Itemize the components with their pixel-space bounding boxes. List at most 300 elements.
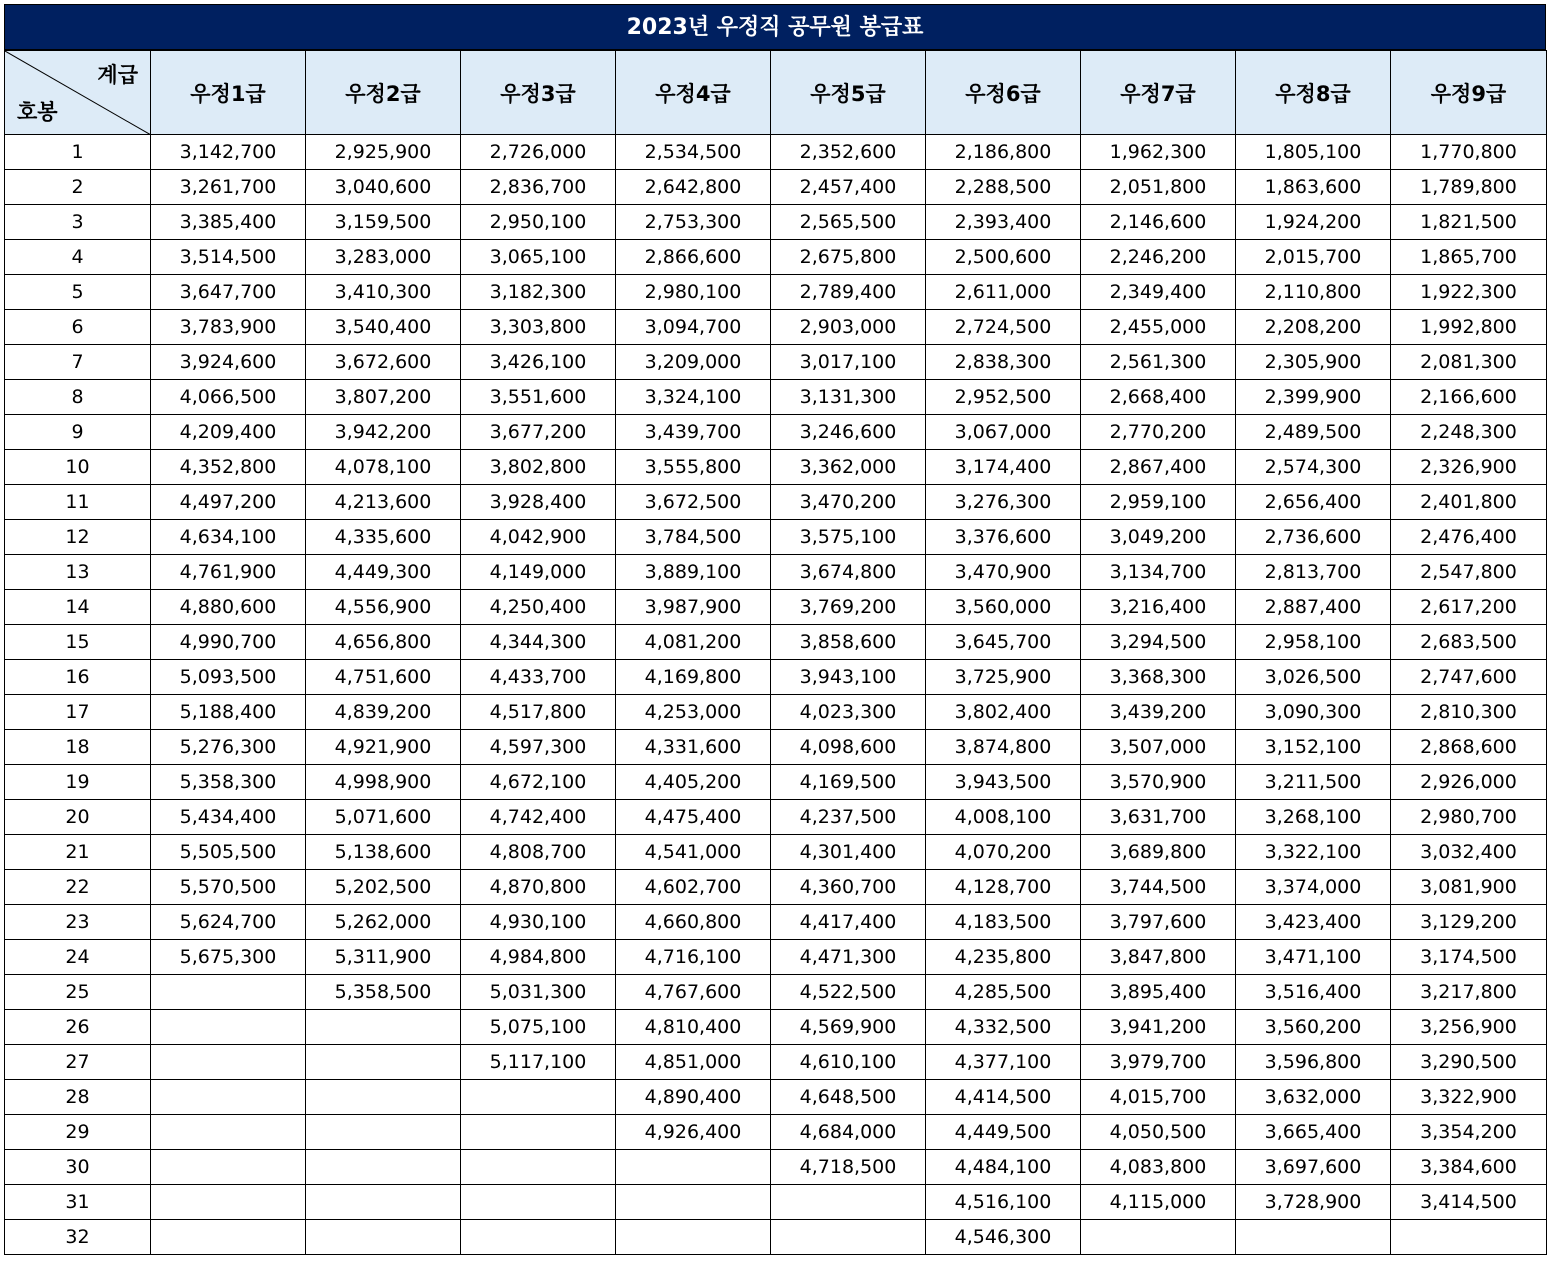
step-cell: 1 xyxy=(5,135,151,170)
salary-cell: 4,656,800 xyxy=(306,625,461,660)
salary-cell: 4,250,400 xyxy=(461,590,616,625)
salary-cell: 3,943,500 xyxy=(926,765,1081,800)
salary-cell: 4,183,500 xyxy=(926,905,1081,940)
salary-cell: 3,290,500 xyxy=(1391,1045,1547,1080)
salary-cell: 4,522,500 xyxy=(771,975,926,1010)
salary-cell: 2,656,400 xyxy=(1236,485,1391,520)
salary-cell: 2,952,500 xyxy=(926,380,1081,415)
table-row xyxy=(5,590,1547,625)
salary-cell xyxy=(151,1185,306,1220)
salary-cell xyxy=(461,1080,616,1115)
salary-cell: 3,067,000 xyxy=(926,415,1081,450)
salary-cell: 3,943,100 xyxy=(771,660,926,695)
salary-cell: 2,959,100 xyxy=(1081,485,1236,520)
header-row xyxy=(5,51,1547,135)
salary-cell: 3,895,400 xyxy=(1081,975,1236,1010)
salary-cell: 3,049,200 xyxy=(1081,520,1236,555)
step-cell: 15 xyxy=(5,625,151,660)
salary-cell: 4,930,100 xyxy=(461,905,616,940)
salary-cell: 2,248,300 xyxy=(1391,415,1547,450)
salary-cell: 2,110,800 xyxy=(1236,275,1391,310)
salary-cell: 2,534,500 xyxy=(616,135,771,170)
salary-cell: 2,547,800 xyxy=(1391,555,1547,590)
salary-cell: 5,505,500 xyxy=(151,835,306,870)
salary-cell: 3,322,900 xyxy=(1391,1080,1547,1115)
salary-cell: 2,399,900 xyxy=(1236,380,1391,415)
salary-cell: 4,344,300 xyxy=(461,625,616,660)
table-row xyxy=(5,205,1547,240)
salary-cell: 2,186,800 xyxy=(926,135,1081,170)
salary-cell: 5,358,500 xyxy=(306,975,461,1010)
salary-cell: 4,377,100 xyxy=(926,1045,1081,1080)
salary-cell: 4,015,700 xyxy=(1081,1080,1236,1115)
salary-cell: 4,990,700 xyxy=(151,625,306,660)
salary-cell: 4,301,400 xyxy=(771,835,926,870)
salary-cell: 4,660,800 xyxy=(616,905,771,940)
salary-cell: 4,634,100 xyxy=(151,520,306,555)
table-row xyxy=(5,170,1547,205)
salary-cell: 1,992,800 xyxy=(1391,310,1547,345)
salary-cell xyxy=(151,1010,306,1045)
salary-cell: 4,475,400 xyxy=(616,800,771,835)
salary-cell: 3,471,100 xyxy=(1236,940,1391,975)
salary-cell: 4,497,200 xyxy=(151,485,306,520)
table-row xyxy=(5,520,1547,555)
salary-cell: 2,868,600 xyxy=(1391,730,1547,765)
salary-cell: 3,032,400 xyxy=(1391,835,1547,870)
salary-cell xyxy=(151,1080,306,1115)
salary-cell: 3,928,400 xyxy=(461,485,616,520)
salary-cell: 3,094,700 xyxy=(616,310,771,345)
salary-cell: 4,405,200 xyxy=(616,765,771,800)
salary-cell: 3,987,900 xyxy=(616,590,771,625)
step-cell: 8 xyxy=(5,380,151,415)
salary-cell: 3,672,600 xyxy=(306,345,461,380)
salary-cell: 3,283,000 xyxy=(306,240,461,275)
salary-cell: 2,668,400 xyxy=(1081,380,1236,415)
salary-cell: 3,728,900 xyxy=(1236,1185,1391,1220)
salary-cell: 5,276,300 xyxy=(151,730,306,765)
salary-cell: 4,602,700 xyxy=(616,870,771,905)
salary-cell: 4,449,300 xyxy=(306,555,461,590)
salary-cell: 3,131,300 xyxy=(771,380,926,415)
salary-cell: 5,202,500 xyxy=(306,870,461,905)
salary-cell: 2,305,900 xyxy=(1236,345,1391,380)
grade-header-8: 우정8급 xyxy=(1236,51,1391,135)
table-row xyxy=(5,660,1547,695)
salary-cell xyxy=(1391,1220,1547,1255)
table-row xyxy=(5,1010,1547,1045)
salary-cell: 3,384,600 xyxy=(1391,1150,1547,1185)
salary-cell xyxy=(306,1150,461,1185)
salary-cell: 4,352,800 xyxy=(151,450,306,485)
salary-cell xyxy=(306,1010,461,1045)
salary-cell: 4,414,500 xyxy=(926,1080,1081,1115)
table-row xyxy=(5,415,1547,450)
salary-cell: 4,546,300 xyxy=(926,1220,1081,1255)
salary-cell: 1,924,200 xyxy=(1236,205,1391,240)
salary-cell: 5,358,300 xyxy=(151,765,306,800)
salary-cell: 1,865,700 xyxy=(1391,240,1547,275)
table-row xyxy=(5,1220,1547,1255)
salary-cell: 2,288,500 xyxy=(926,170,1081,205)
salary-cell xyxy=(461,1220,616,1255)
step-cell: 12 xyxy=(5,520,151,555)
salary-cell: 3,385,400 xyxy=(151,205,306,240)
salary-cell: 4,541,000 xyxy=(616,835,771,870)
step-cell: 18 xyxy=(5,730,151,765)
salary-cell: 2,980,700 xyxy=(1391,800,1547,835)
salary-cell: 5,117,100 xyxy=(461,1045,616,1080)
salary-cell: 3,665,400 xyxy=(1236,1115,1391,1150)
salary-cell: 3,439,700 xyxy=(616,415,771,450)
table-row xyxy=(5,905,1547,940)
salary-cell: 3,439,200 xyxy=(1081,695,1236,730)
salary-cell: 2,950,100 xyxy=(461,205,616,240)
salary-cell: 4,078,100 xyxy=(306,450,461,485)
salary-cell: 3,560,000 xyxy=(926,590,1081,625)
salary-cell: 4,417,400 xyxy=(771,905,926,940)
salary-cell: 5,262,000 xyxy=(306,905,461,940)
salary-cell: 2,574,300 xyxy=(1236,450,1391,485)
grade-axis-label: 계급 xyxy=(97,63,138,87)
step-cell: 32 xyxy=(5,1220,151,1255)
salary-cell: 3,324,100 xyxy=(616,380,771,415)
salary-cell: 4,998,900 xyxy=(306,765,461,800)
salary-cell: 1,805,100 xyxy=(1236,135,1391,170)
salary-cell: 4,335,600 xyxy=(306,520,461,555)
salary-cell xyxy=(306,1080,461,1115)
salary-cell xyxy=(616,1220,771,1255)
salary-table xyxy=(4,50,1547,1255)
salary-cell: 3,174,400 xyxy=(926,450,1081,485)
salary-cell: 5,570,500 xyxy=(151,870,306,905)
salary-cell: 3,674,800 xyxy=(771,555,926,590)
step-cell: 28 xyxy=(5,1080,151,1115)
salary-cell: 4,516,100 xyxy=(926,1185,1081,1220)
salary-cell: 5,188,400 xyxy=(151,695,306,730)
salary-cell: 4,761,900 xyxy=(151,555,306,590)
table-row xyxy=(5,940,1547,975)
salary-cell: 3,470,900 xyxy=(926,555,1081,590)
step-cell: 29 xyxy=(5,1115,151,1150)
salary-cell: 3,152,100 xyxy=(1236,730,1391,765)
salary-cell: 1,789,800 xyxy=(1391,170,1547,205)
salary-cell: 3,555,800 xyxy=(616,450,771,485)
salary-cell: 4,672,100 xyxy=(461,765,616,800)
table-row xyxy=(5,275,1547,310)
salary-cell: 2,675,800 xyxy=(771,240,926,275)
salary-cell: 4,742,400 xyxy=(461,800,616,835)
salary-cell: 4,471,300 xyxy=(771,940,926,975)
salary-cell: 2,393,400 xyxy=(926,205,1081,240)
salary-cell: 2,867,400 xyxy=(1081,450,1236,485)
salary-cell: 2,208,200 xyxy=(1236,310,1391,345)
salary-cell: 2,489,500 xyxy=(1236,415,1391,450)
salary-cell: 3,540,400 xyxy=(306,310,461,345)
salary-cell: 4,237,500 xyxy=(771,800,926,835)
salary-cell: 3,134,700 xyxy=(1081,555,1236,590)
step-cell: 2 xyxy=(5,170,151,205)
salary-cell: 3,889,100 xyxy=(616,555,771,590)
step-cell: 10 xyxy=(5,450,151,485)
salary-cell: 3,423,400 xyxy=(1236,905,1391,940)
step-cell: 22 xyxy=(5,870,151,905)
step-cell: 9 xyxy=(5,415,151,450)
table-row xyxy=(5,730,1547,765)
table-row xyxy=(5,380,1547,415)
salary-cell xyxy=(616,1150,771,1185)
salary-cell: 2,246,200 xyxy=(1081,240,1236,275)
salary-cell: 3,374,000 xyxy=(1236,870,1391,905)
salary-cell: 3,784,500 xyxy=(616,520,771,555)
salary-cell: 2,349,400 xyxy=(1081,275,1236,310)
salary-cell xyxy=(306,1220,461,1255)
salary-cell: 2,352,600 xyxy=(771,135,926,170)
salary-cell: 3,632,000 xyxy=(1236,1080,1391,1115)
table-row xyxy=(5,870,1547,905)
salary-cell: 4,449,500 xyxy=(926,1115,1081,1150)
table-row xyxy=(5,835,1547,870)
salary-cell: 3,294,500 xyxy=(1081,625,1236,660)
salary-cell: 2,476,400 xyxy=(1391,520,1547,555)
grade-header-9: 우정9급 xyxy=(1391,51,1547,135)
step-cell: 26 xyxy=(5,1010,151,1045)
salary-cell xyxy=(151,1115,306,1150)
grade-header-5: 우정5급 xyxy=(771,51,926,135)
salary-cell: 4,066,500 xyxy=(151,380,306,415)
salary-cell: 3,677,200 xyxy=(461,415,616,450)
salary-cell: 3,470,200 xyxy=(771,485,926,520)
salary-cell: 2,401,800 xyxy=(1391,485,1547,520)
salary-cell: 3,026,500 xyxy=(1236,660,1391,695)
table-row xyxy=(5,1045,1547,1080)
step-axis-label: 호봉 xyxy=(17,100,58,124)
salary-cell: 4,556,900 xyxy=(306,590,461,625)
salary-cell: 2,617,200 xyxy=(1391,590,1547,625)
salary-cell: 3,942,200 xyxy=(306,415,461,450)
salary-cell: 4,169,500 xyxy=(771,765,926,800)
grade-header-6: 우정6급 xyxy=(926,51,1081,135)
salary-cell: 3,303,800 xyxy=(461,310,616,345)
salary-cell: 2,926,000 xyxy=(1391,765,1547,800)
salary-cell: 5,031,300 xyxy=(461,975,616,1010)
salary-cell: 4,360,700 xyxy=(771,870,926,905)
salary-cell: 3,570,900 xyxy=(1081,765,1236,800)
salary-cell: 5,071,600 xyxy=(306,800,461,835)
salary-cell: 1,962,300 xyxy=(1081,135,1236,170)
salary-cell: 2,747,600 xyxy=(1391,660,1547,695)
salary-cell: 3,217,800 xyxy=(1391,975,1547,1010)
step-cell: 7 xyxy=(5,345,151,380)
salary-cell: 2,903,000 xyxy=(771,310,926,345)
salary-cell: 3,769,200 xyxy=(771,590,926,625)
salary-cell: 4,169,800 xyxy=(616,660,771,695)
table-row xyxy=(5,485,1547,520)
salary-table-container xyxy=(4,4,1546,1255)
salary-cell: 3,645,700 xyxy=(926,625,1081,660)
salary-cell: 5,093,500 xyxy=(151,660,306,695)
salary-cell: 3,858,600 xyxy=(771,625,926,660)
salary-cell xyxy=(461,1185,616,1220)
salary-cell: 3,426,100 xyxy=(461,345,616,380)
salary-cell: 3,847,800 xyxy=(1081,940,1236,975)
salary-cell: 4,098,600 xyxy=(771,730,926,765)
salary-cell: 2,642,800 xyxy=(616,170,771,205)
salary-cell: 3,174,500 xyxy=(1391,940,1547,975)
salary-cell: 3,040,600 xyxy=(306,170,461,205)
step-cell: 13 xyxy=(5,555,151,590)
salary-cell: 4,253,000 xyxy=(616,695,771,730)
table-row xyxy=(5,1080,1547,1115)
step-cell: 24 xyxy=(5,940,151,975)
salary-cell: 2,813,700 xyxy=(1236,555,1391,590)
salary-cell: 2,887,400 xyxy=(1236,590,1391,625)
salary-cell: 3,516,400 xyxy=(1236,975,1391,1010)
salary-cell: 2,166,600 xyxy=(1391,380,1547,415)
salary-cell xyxy=(151,975,306,1010)
salary-cell: 1,821,500 xyxy=(1391,205,1547,240)
salary-cell: 3,783,900 xyxy=(151,310,306,345)
salary-cell: 4,332,500 xyxy=(926,1010,1081,1045)
salary-cell: 4,684,000 xyxy=(771,1115,926,1150)
salary-cell: 4,718,500 xyxy=(771,1150,926,1185)
salary-cell: 3,090,300 xyxy=(1236,695,1391,730)
salary-cell: 3,744,500 xyxy=(1081,870,1236,905)
table-row xyxy=(5,800,1547,835)
salary-cell: 3,924,600 xyxy=(151,345,306,380)
salary-cell: 4,716,100 xyxy=(616,940,771,975)
salary-cell: 4,484,100 xyxy=(926,1150,1081,1185)
salary-cell: 3,802,800 xyxy=(461,450,616,485)
salary-cell: 2,146,600 xyxy=(1081,205,1236,240)
step-cell: 4 xyxy=(5,240,151,275)
salary-cell: 3,631,700 xyxy=(1081,800,1236,835)
salary-cell xyxy=(306,1045,461,1080)
grade-header-7: 우정7급 xyxy=(1081,51,1236,135)
salary-cell xyxy=(306,1185,461,1220)
salary-cell xyxy=(151,1150,306,1185)
salary-cell: 3,575,100 xyxy=(771,520,926,555)
step-cell: 14 xyxy=(5,590,151,625)
salary-cell: 4,984,800 xyxy=(461,940,616,975)
salary-cell: 3,129,200 xyxy=(1391,905,1547,940)
table-row xyxy=(5,1115,1547,1150)
salary-cell: 4,751,600 xyxy=(306,660,461,695)
salary-cell: 4,128,700 xyxy=(926,870,1081,905)
salary-cell xyxy=(771,1220,926,1255)
salary-cell: 3,065,100 xyxy=(461,240,616,275)
salary-cell: 3,182,300 xyxy=(461,275,616,310)
table-row xyxy=(5,555,1547,590)
corner-header-cell xyxy=(5,51,151,135)
salary-cell: 2,455,000 xyxy=(1081,310,1236,345)
step-cell: 16 xyxy=(5,660,151,695)
table-row xyxy=(5,765,1547,800)
salary-cell: 4,235,800 xyxy=(926,940,1081,975)
salary-cell: 2,611,000 xyxy=(926,275,1081,310)
salary-cell: 3,941,200 xyxy=(1081,1010,1236,1045)
salary-cell: 4,083,800 xyxy=(1081,1150,1236,1185)
salary-cell: 2,836,700 xyxy=(461,170,616,205)
salary-cell: 4,023,300 xyxy=(771,695,926,730)
salary-cell: 4,331,600 xyxy=(616,730,771,765)
salary-cell: 4,597,300 xyxy=(461,730,616,765)
salary-cell: 4,839,200 xyxy=(306,695,461,730)
salary-cell: 4,115,000 xyxy=(1081,1185,1236,1220)
salary-cell: 2,015,700 xyxy=(1236,240,1391,275)
salary-cell: 4,810,400 xyxy=(616,1010,771,1045)
salary-cell: 4,213,600 xyxy=(306,485,461,520)
salary-cell: 3,874,800 xyxy=(926,730,1081,765)
salary-cell: 4,517,800 xyxy=(461,695,616,730)
salary-cell: 5,434,400 xyxy=(151,800,306,835)
salary-cell xyxy=(151,1045,306,1080)
salary-cell: 3,017,100 xyxy=(771,345,926,380)
salary-cell: 3,261,700 xyxy=(151,170,306,205)
step-cell: 11 xyxy=(5,485,151,520)
salary-cell: 2,500,600 xyxy=(926,240,1081,275)
salary-cell: 2,051,800 xyxy=(1081,170,1236,205)
salary-cell: 4,042,900 xyxy=(461,520,616,555)
grade-header-4: 우정4급 xyxy=(616,51,771,135)
grade-header-3: 우정3급 xyxy=(461,51,616,135)
salary-cell xyxy=(151,1220,306,1255)
salary-cell: 2,726,000 xyxy=(461,135,616,170)
salary-cell: 3,560,200 xyxy=(1236,1010,1391,1045)
table-row xyxy=(5,240,1547,275)
salary-cell: 2,958,100 xyxy=(1236,625,1391,660)
salary-cell: 5,075,100 xyxy=(461,1010,616,1045)
salary-cell: 3,807,200 xyxy=(306,380,461,415)
salary-cell: 3,979,700 xyxy=(1081,1045,1236,1080)
salary-cell: 4,050,500 xyxy=(1081,1115,1236,1150)
grade-header-1: 우정1급 xyxy=(151,51,306,135)
salary-cell xyxy=(1236,1220,1391,1255)
salary-cell xyxy=(1081,1220,1236,1255)
salary-cell: 4,149,000 xyxy=(461,555,616,590)
salary-cell: 2,980,100 xyxy=(616,275,771,310)
salary-cell: 3,410,300 xyxy=(306,275,461,310)
salary-cell: 3,322,100 xyxy=(1236,835,1391,870)
salary-cell: 2,789,400 xyxy=(771,275,926,310)
salary-cell: 3,551,600 xyxy=(461,380,616,415)
salary-cell: 2,081,300 xyxy=(1391,345,1547,380)
salary-cell: 3,246,600 xyxy=(771,415,926,450)
step-cell: 21 xyxy=(5,835,151,870)
table-row xyxy=(5,1185,1547,1220)
salary-cell: 4,880,600 xyxy=(151,590,306,625)
salary-cell: 3,802,400 xyxy=(926,695,1081,730)
salary-cell: 2,838,300 xyxy=(926,345,1081,380)
salary-cell: 4,569,900 xyxy=(771,1010,926,1045)
salary-cell: 2,724,500 xyxy=(926,310,1081,345)
table-row xyxy=(5,975,1547,1010)
step-cell: 31 xyxy=(5,1185,151,1220)
salary-cell: 4,209,400 xyxy=(151,415,306,450)
salary-cell: 4,767,600 xyxy=(616,975,771,1010)
step-cell: 6 xyxy=(5,310,151,345)
salary-cell: 2,866,600 xyxy=(616,240,771,275)
salary-cell: 4,433,700 xyxy=(461,660,616,695)
salary-cell: 4,285,500 xyxy=(926,975,1081,1010)
table-body xyxy=(5,135,1547,1255)
salary-cell: 1,863,600 xyxy=(1236,170,1391,205)
salary-cell: 2,810,300 xyxy=(1391,695,1547,730)
table-row xyxy=(5,625,1547,660)
step-cell: 17 xyxy=(5,695,151,730)
salary-cell: 4,648,500 xyxy=(771,1080,926,1115)
